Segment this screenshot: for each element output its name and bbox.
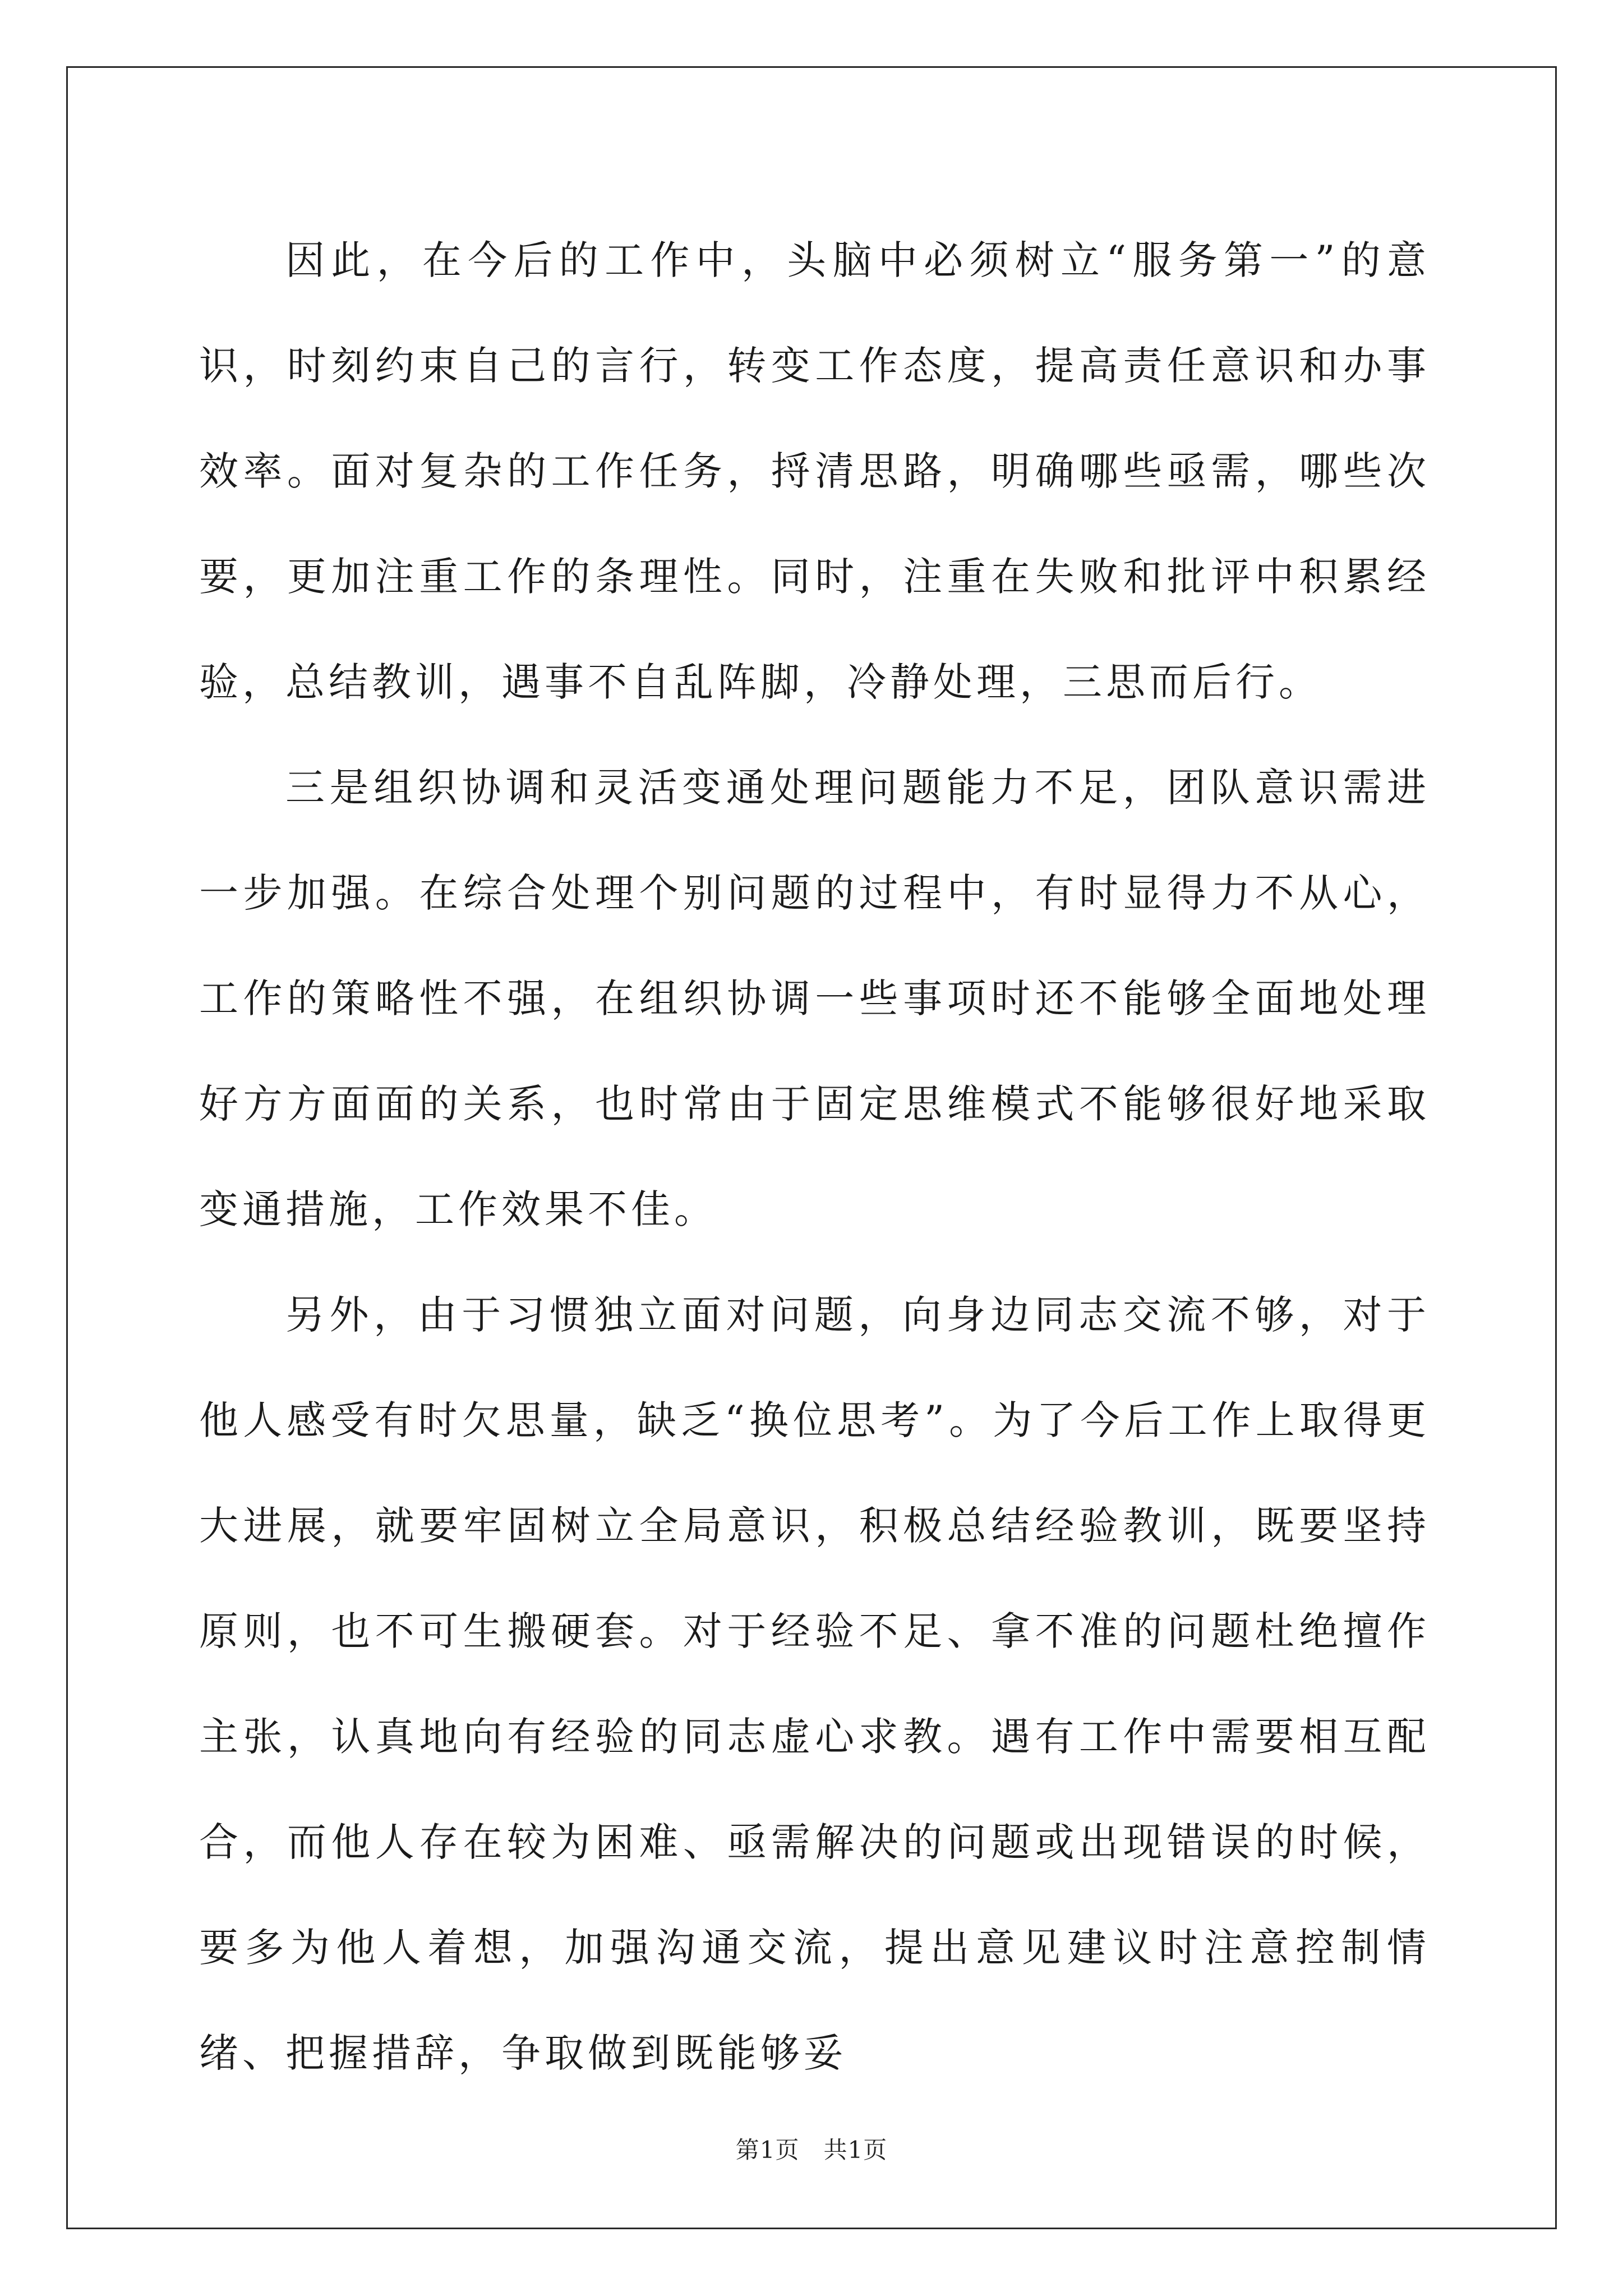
document-body (199, 208, 1430, 2106)
paragraph-1: 因此，在今后的工作中，头脑中必须树立“服务第一”的意识，时刻约束自己的言行，转变工作态度，提高责任意识和办事效率。面对复杂的工作任务，捋清思路，明确哪些亟需，哪些次要，更加注重工作的条理性。同时，注重在失败和批评中积累经验，总结教训，遇事不自乱阵脚，冷静处理，三思而后行。 (199, 237, 1430, 705)
paragraph-3: 另外，由于习惯独立面对问题，向身边同志交流不够，对于他人感受有时欠思量，缺乏“换位思考”。为了今后工作上取得更大进展，就要牢固树立全局意识，积极总结经验教训，既要坚持原则，也不可生搬硬套。对于经验不足、拿不准的问题杜绝擅作主张，认真地向有经验的同志虚心求教。遇有工作中需要相互配合，而他人存在较为困难、亟需解决的问题或出现错误的时候，要多为他人着想，加强沟通交流，提出意见建议时注意控制情绪、把握措辞，争取做到既能够妥 (199, 1292, 1430, 2076)
paragraph-2: 三是组织协调和灵活变通处理问题能力不足，团队意识需进一步加强。在综合处理个别问题的过程中，有时显得力不从心，工作的策略性不强，在组织协调一些事项时还不能够全面地处理好方方面面的关系，也时常由于固定思维模式不能够很好地采取变通措施，工作效果不佳。 (199, 765, 1430, 1232)
page-footer: 第1页 共1页 (735, 2136, 888, 2164)
